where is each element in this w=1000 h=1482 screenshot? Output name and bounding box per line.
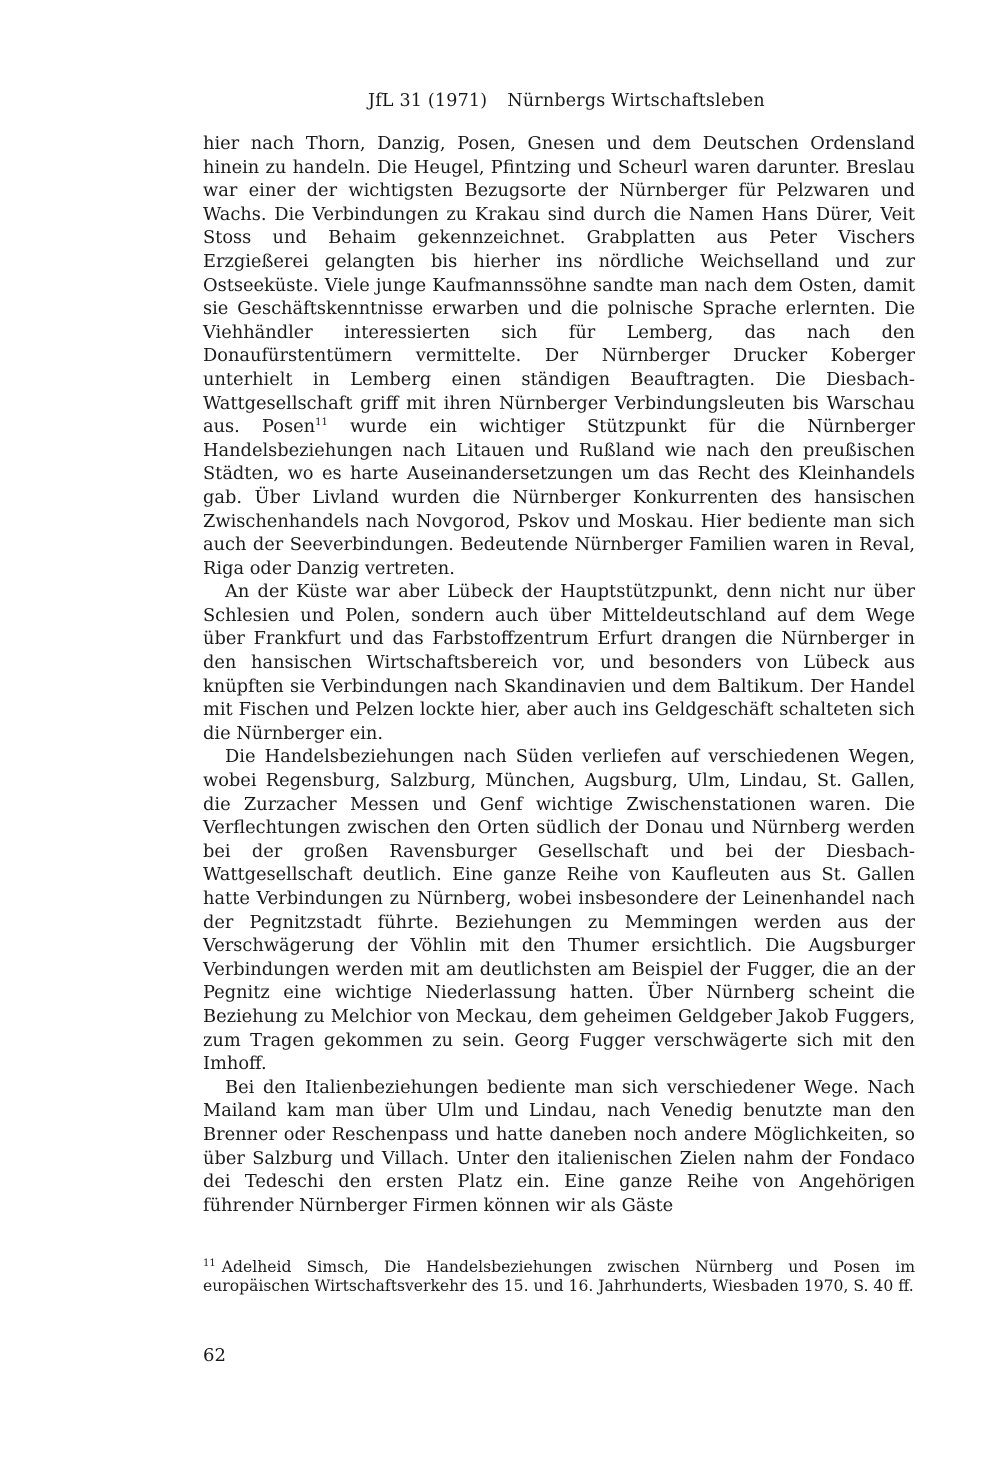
footnote-number: 11 [203,1257,216,1269]
body-text [203,132,915,1217]
paragraph-1-part-2: wurde ein wichtiger Stützpunkt für die Nürnberger Handelsbeziehungen nach Litauen und Rußland wie nach den preußischen Städten, wo es harte Auseinandersetzungen um das Recht des Kleinhandels gab. Über Livland wurden die Nürnberger Konkurrenten des hansischen Zwischenhandels nach Novgorod, Pskov und Moskau. Hier bediente man sich auch der Seeverbindungen. Bedeutende Nürnberger Familien waren in Reval, Riga oder Danzig vertreten. [203,416,915,579]
running-title: Nürnbergs Wirtschaftsleben [507,91,765,111]
paragraph-1-part-1: hier nach Thorn, Danzig, Posen, Gnesen und dem Deutschen Ordensland hinein zu handeln. Die Heugel, Pfintzing und Scheurl waren darunter. Breslau war einer der wichtigsten Bezugsorte der Nürnberger für Pelzwaren und Wachs. Die Verbindungen zu Krakau sind durch die Namen Hans Dürer, Veit Stoss und Behaim gekennzeichnet. Grabplatten aus Peter Vischers Erzgießerei gelangten bis hierher ins nördliche Weichselland und zur Ostseeküste. Viele junge Kaufmannssöhne sandte man nach dem Osten, damit sie Geschäftskenntnisse erwarben und die polnische Sprache erlernten. Die Viehhändler interessierten sich für Lemberg, das nach den Donaufürstentümern vermittelte. Der Nürnberger Drucker Koberger unterhielt in Lemberg einen ständigen Beauftragten. Die Diesbach-Wattgesellschaft griff mit ihren Nürnberger Verbindungsleuten bis Warschau aus. Posen [203,133,915,438]
paragraph-2: An der Küste war aber Lübeck der Hauptstützpunkt, denn nicht nur über Schlesien und Polen, sondern auch über Mitteldeutschland auf dem Wege über Frankfurt und das Farbstoffzentrum Erfurt drangen die Nürnberger in den hansischen Wirtschaftsbereich vor, und besonders von Lübeck aus knüpften sie Verbindungen nach Skandinavien und dem Baltikum. Der Handel mit Fischen und Pelzen lockte hier, aber auch ins Geldgeschäft schalteten sich die Nürnberger ein. [203,581,915,744]
page-number: 62 [203,1345,226,1366]
footnote [203,1258,915,1295]
footnote-text: Adelheid Simsch, Die Handelsbeziehungen zwischen Nürnberg und Posen im europäischen Wirtschaftsverkehr des 15. und 16. Jahrhunderts, Wiesbaden 1970, S. 40 ff. [203,1258,915,1295]
paragraph-3: Die Handelsbeziehungen nach Süden verliefen auf verschiedenen Wegen, wobei Regensburg, Salzburg, München, Augsburg, Ulm, Lindau, St. Gallen, die Zurzacher Messen und Genf wichtige Zwischenstationen waren. Die Verflechtungen zwischen den Orten südlich der Donau und Nürnberg werden bei der großen Ravensburger Gesellschaft und bei der Diesbach-Wattgesellschaft deutlich. Eine ganze Reihe von Kaufleuten aus St. Gallen hatte Verbindungen zu Nürnberg, wobei insbesondere der Leinenhandel nach der Pegnitzstadt führte. Beziehungen zu Memmingen werden aus der Verschwägerung der Vöhlin mit den Thumer ersichtlich. Die Augsburger Verbindungen werden mit am deutlichsten am Beispiel der Fugger, die an der Pegnitz eine wichtige Niederlassung hatten. Über Nürnberg scheint die Beziehung zu Melchior von Meckau, dem geheimen Geldgeber Jakob Fuggers, zum Tragen gekommen zu sein. Georg Fugger verschwägerte sich mit den Imhoff. [203,746,915,1075]
paragraph-4: Bei den Italienbeziehungen bediente man sich verschiedener Wege. Nach Mailand kam man über Ulm und Lindau, nach Venedig benutzte man den Brenner oder Reschenpass und hatte daneben noch andere Möglichkeiten, so über Salzburg und Villach. Unter den italienischen Zielen nahm der Fondaco dei Tedeschi den ersten Platz ein. Eine ganze Reihe von Angehörigen führender Nürnberger Firmen können wir als Gäste [203,1076,915,1216]
journal-reference: JfL 31 (1971) [368,91,488,111]
paragraph-1 [203,132,915,580]
running-header [368,91,765,111]
footnote-reference: 11 [315,417,328,429]
